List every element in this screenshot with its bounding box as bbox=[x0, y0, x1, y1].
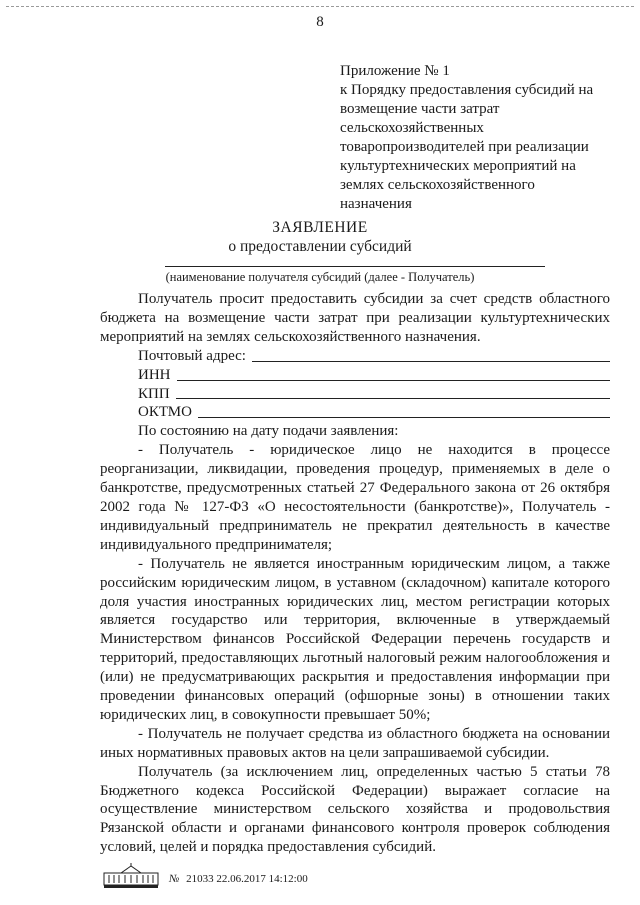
inn-line bbox=[177, 380, 611, 381]
appendix-line: возмещение части затрат bbox=[340, 101, 500, 117]
kpp-line bbox=[176, 398, 610, 399]
appendix-line: к Порядку предоставления субсидий на bbox=[340, 82, 594, 98]
recipient-name-caption: (наименование получателя субсидий (далее - Получатель) bbox=[165, 270, 475, 284]
appendix-line: сельскохозяйственных bbox=[340, 120, 484, 136]
oktmo-row bbox=[100, 403, 610, 422]
consent-paragraph: Получатель (за исключением лиц, определенных частью 5 статьи 78 Бюджетного кодекса Российской Федерации) выражает согласие на осуществление министерством сельского хозяйства и продовольствия Рязанской области и органами финансового контроля проверок соблюдения условий, целей и порядка предоставления субсидий. bbox=[100, 763, 610, 856]
appendix-line: землях сельскохозяйственного bbox=[340, 177, 535, 193]
appendix-line: товаропроизводителей при реализации bbox=[340, 139, 589, 155]
postal-address-line bbox=[252, 361, 610, 362]
intro-paragraph: Получатель просит предоставить субсидии за счет средств областного бюджета на возмещение части затрат при реализации культуртехнических мероприятий на землях сельскохозяйственного назначения. bbox=[100, 291, 610, 345]
document-title: ЗАЯВЛЕНИЕ bbox=[272, 219, 368, 236]
condition-paragraph: - Получатель не получает средства из областного бюджета на основании иных нормативных правовых актов на цели запрашиваемой субсидии. bbox=[100, 725, 610, 761]
document-body bbox=[100, 290, 610, 857]
appendix-line: назначения bbox=[340, 196, 412, 212]
registration-number: 21033 bbox=[186, 873, 214, 885]
kpp-label: КПП bbox=[138, 385, 170, 402]
postal-address-label: Почтовый адрес: bbox=[138, 347, 246, 364]
oktmo-line bbox=[198, 417, 610, 418]
as-of-paragraph: По состоянию на дату подачи заявления: bbox=[138, 423, 399, 440]
appendix-line: Приложение № 1 bbox=[340, 63, 450, 79]
recipient-name-line bbox=[165, 266, 545, 267]
number-sign: № bbox=[169, 873, 180, 885]
registration-stamp-text bbox=[169, 873, 308, 885]
inn-label: ИНН bbox=[138, 366, 171, 383]
appendix-block bbox=[340, 62, 630, 214]
page-top-rule bbox=[6, 6, 634, 7]
postal-address-row bbox=[100, 347, 610, 366]
page-number: 8 bbox=[316, 14, 324, 30]
registration-timestamp: 22.06.2017 14:12:00 bbox=[216, 873, 308, 885]
registration-footer bbox=[103, 863, 423, 889]
condition-paragraph: - Получатель не является иностранным юридическим лицом, а также российским юридическим лицом, в уставном (складочном) капитале которого доля участия иностранных юридических лиц, местом регистрации которых является государство или территория, включенные в утверждаемый Министерством финансов Российской Федерации перечень государств и территорий, предоставляющих льготный налоговый режим налогообложения и (или) не предусматривающих раскрытия и предоставления информации при проведении финансовых операций (офшорные зоны) в отношении таких юридических лиц, в совокупности превышает 50%; bbox=[100, 555, 610, 723]
registry-building-icon bbox=[103, 863, 159, 889]
oktmo-label: ОКТМО bbox=[138, 404, 192, 421]
condition-paragraph: - Получатель - юридическое лицо не находится в процессе реорганизации, ликвидации, проведения процедур, применяемых в деле о банкротстве, предусмотренных статьей 27 Федерального закона от 26 октября 2002 года № 127-ФЗ «О несостоятельности (банкротстве)», Получатель - индивидуальный предприниматель не прекратил деятельность в качестве индивидуального предпринимателя; bbox=[100, 442, 610, 553]
document-subtitle: о предоставлении субсидий bbox=[228, 238, 412, 255]
appendix-line: культуртехнических мероприятий на bbox=[340, 158, 576, 174]
inn-row bbox=[100, 366, 610, 385]
kpp-row bbox=[100, 385, 610, 404]
